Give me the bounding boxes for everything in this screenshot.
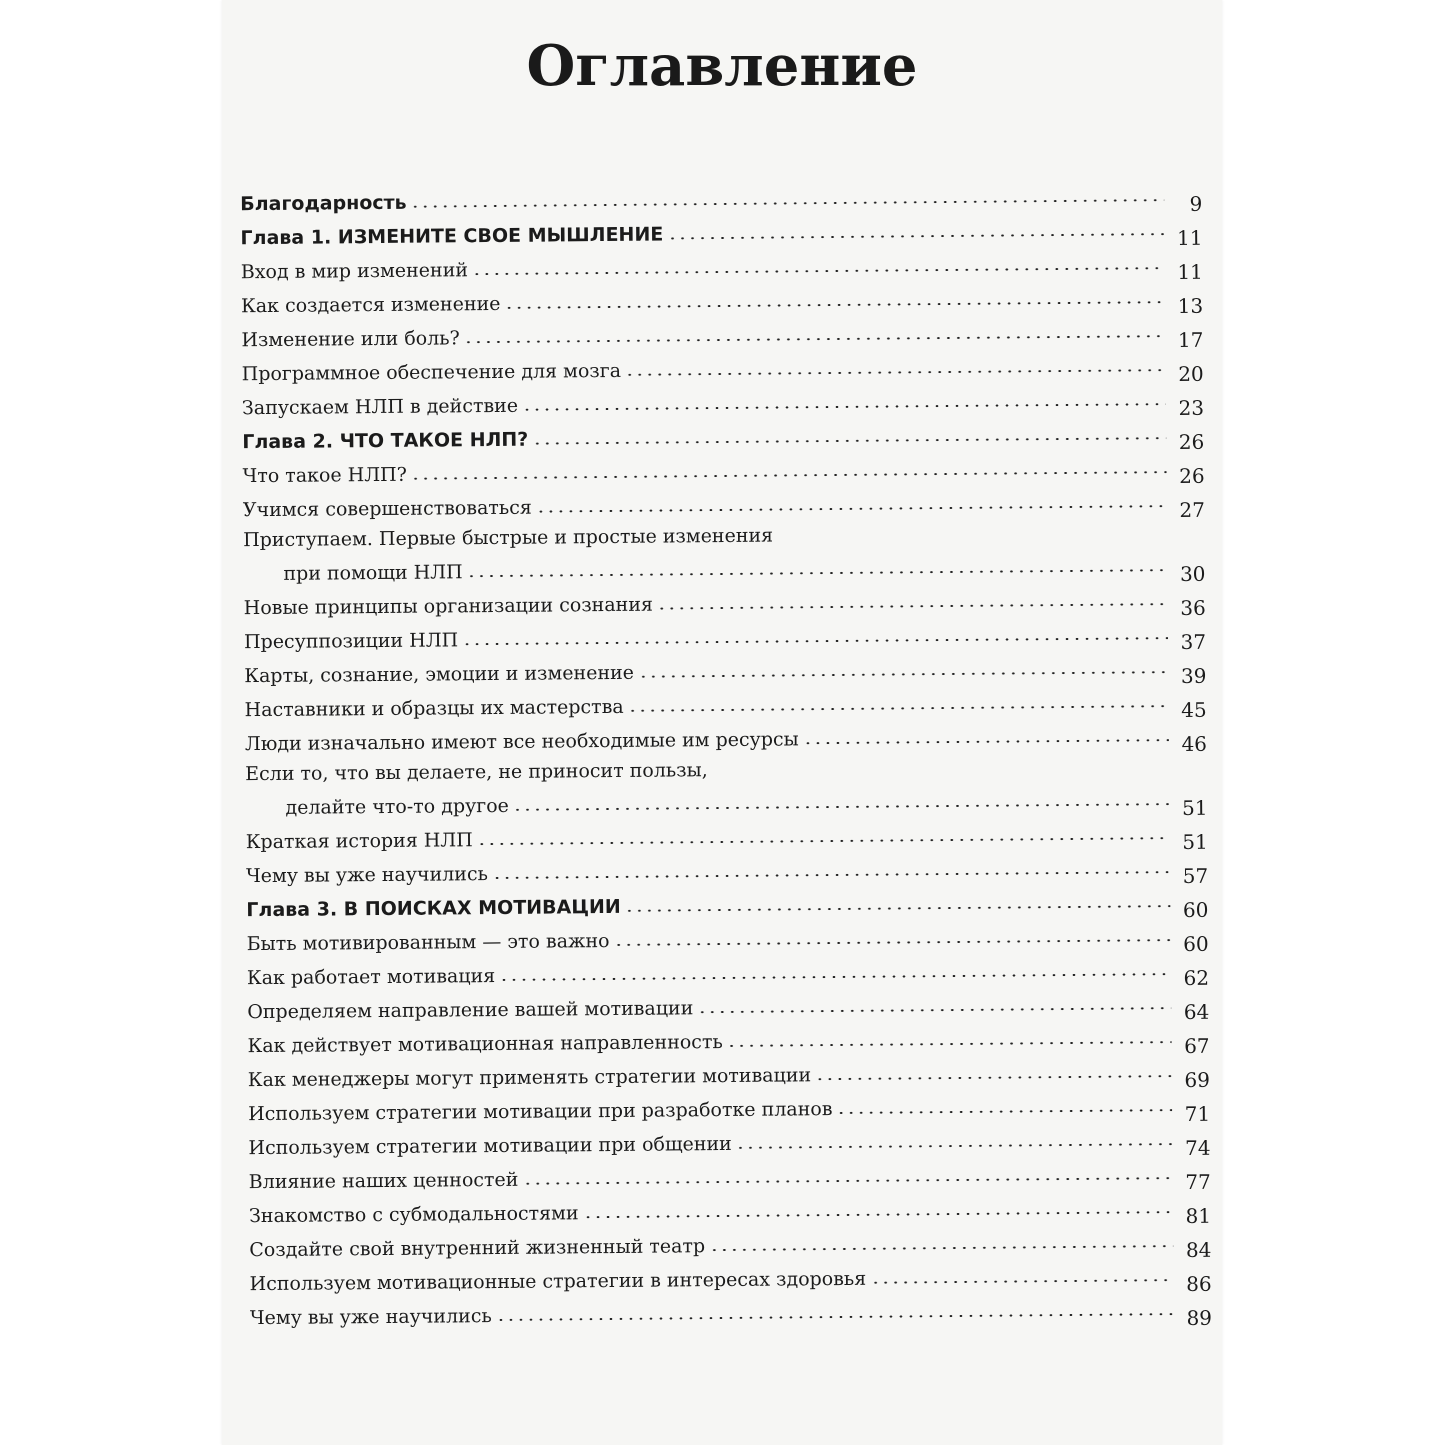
toc-entry-label: Благодарность	[240, 191, 407, 216]
toc-page-number: 36	[1180, 595, 1206, 621]
toc-leader-dots	[638, 671, 1168, 678]
toc-leader-dots	[614, 939, 1171, 946]
toc-leader-dots	[836, 1109, 1172, 1114]
toc-page-number: 86	[1186, 1271, 1212, 1296]
toc-leader-dots	[657, 603, 1168, 609]
toc-entry-label: Глава 3. В ПОИСКАХ МОТИВАЦИИ	[246, 895, 621, 922]
toc-page-number: 45	[1181, 697, 1207, 723]
toc-leader-dots	[522, 1177, 1172, 1185]
toc-leader-dots	[472, 267, 1165, 275]
toc-leader-dots	[492, 871, 1170, 879]
toc-page-number: 37	[1180, 629, 1207, 655]
toc-leader-dots	[462, 637, 1168, 645]
toc-leader-dots	[870, 1279, 1173, 1284]
toc-entry-label: Как действует мотивационная направленность	[247, 1031, 723, 1058]
toc-page-number: 11	[1177, 259, 1203, 285]
toc-entry-label: Изменение или боль?	[241, 327, 460, 352]
toc-page-number: 13	[1177, 293, 1204, 319]
toc-page-number: 9	[1189, 191, 1203, 216]
toc-entry-label: Наставники и образцы их мастерства	[244, 695, 624, 722]
toc-entry-label: Как работает мотивация	[246, 965, 496, 990]
toc-entry-label: Вход в мир изменений	[240, 259, 469, 284]
toc-entry-label: Что такое НЛП?	[242, 463, 407, 488]
toc-page-number: 62	[1183, 965, 1210, 990]
toc-leader-dots	[496, 1313, 1174, 1321]
toc-leader-dots	[467, 569, 1168, 577]
toc-entry-label: Создайте свой внутренний жизненный театр	[249, 1235, 706, 1262]
toc-entry-label: Определяем направление вашей мотивации	[247, 997, 694, 1024]
toc-page-number: 71	[1184, 1101, 1211, 1126]
toc-leader-dots	[803, 739, 1169, 744]
toc-page-number: 60	[1182, 897, 1209, 922]
toc-entry-label: Чему вы уже научились	[245, 863, 489, 888]
toc-entry-label: Чему вы уже научились	[249, 1305, 492, 1330]
toc-page-number: 89	[1186, 1305, 1213, 1330]
toc-leader-dots	[625, 369, 1166, 376]
toc-entry-label: Учимся совершенствоваться	[242, 496, 532, 522]
toc-page-number: 11	[1176, 225, 1203, 251]
toc-page-number: 64	[1183, 999, 1210, 1024]
table-of-contents	[240, 174, 1212, 1330]
toc-entry-label: Программное обеспечение для мозга	[241, 359, 622, 386]
toc-page-number: 81	[1185, 1203, 1212, 1228]
toc-leader-dots	[628, 705, 1169, 712]
toc-leader-dots	[411, 471, 1167, 480]
toc-leader-dots	[727, 1041, 1172, 1047]
toc-page-number: 69	[1184, 1067, 1210, 1092]
toc-leader-dots	[411, 199, 1165, 208]
toc-leader-dots	[513, 803, 1170, 811]
toc-entry-label: Если то, что вы делаете, не приносит пользы,	[245, 759, 708, 786]
toc-page-number: 30	[1179, 561, 1206, 587]
toc-leader-dots	[477, 837, 1170, 845]
toc-leader-dots	[709, 1245, 1173, 1251]
toc-entry-label: Глава 1. ИЗМЕНИТЕ СВОЕ МЫШЛЕНИЕ	[240, 223, 664, 250]
toc-entry-label: Глава 2. ЧТО ТАКОЕ НЛП?	[242, 428, 529, 454]
toc-leader-dots	[522, 403, 1166, 411]
toc-entry-label: Запускаем НЛП в действие	[241, 394, 519, 420]
toc-page-number: 17	[1177, 327, 1204, 353]
toc-page-number: 57	[1182, 863, 1209, 888]
toc-page-number: 77	[1185, 1169, 1211, 1194]
toc-leader-dots	[464, 335, 1166, 343]
toc-entry-label: Пресуппозиции НЛП	[243, 629, 459, 654]
toc-page-number: 51	[1181, 795, 1208, 821]
toc-leader-dots	[583, 1211, 1173, 1218]
toc-page-number: 26	[1179, 463, 1205, 489]
toc-entry-label: Как менеджеры могут применять стратегии мотивации	[247, 1064, 812, 1092]
toc-leader-dots	[667, 233, 1164, 239]
toc-page-number: 67	[1184, 1033, 1210, 1058]
toc-entry-label: Влияние наших ценностей	[248, 1168, 519, 1194]
toc-page-number: 46	[1181, 731, 1208, 757]
toc-entry-label: Приступаем. Первые быстрые и простые изменения	[243, 524, 774, 552]
toc-leader-dots	[697, 1007, 1171, 1013]
toc-page-number: 74	[1184, 1135, 1211, 1160]
toc-leader-dots	[536, 505, 1167, 513]
toc-page-number: 60	[1183, 931, 1209, 956]
toc-page-number: 20	[1178, 361, 1204, 387]
toc-entry-label: при помощи НЛП	[283, 561, 463, 585]
toc-entry-label: Используем стратегии мотивации при общении	[248, 1132, 732, 1160]
toc-page-number: 26	[1178, 429, 1205, 455]
toc-leader-dots	[504, 301, 1165, 309]
toc-leader-dots	[532, 437, 1166, 445]
toc-page-number: 23	[1178, 395, 1205, 421]
toc-entry-label: Краткая история НЛП	[245, 829, 473, 854]
page-title: Оглавление	[526, 33, 918, 99]
toc-leader-dots	[499, 973, 1171, 981]
toc-entry-label: Знакомство с субмодальностями	[248, 1202, 579, 1228]
toc-leader-dots	[736, 1143, 1173, 1149]
toc-leader-dots	[625, 905, 1171, 912]
toc-page-number: 51	[1182, 829, 1208, 854]
toc-entry-label: Быть мотивированным — это важно	[246, 930, 610, 956]
toc-entry	[250, 1288, 1212, 1330]
toc-entry-label: Используем мотивационные стратегии в интересах здоровья	[249, 1267, 867, 1296]
toc-leader-dots	[815, 1075, 1172, 1080]
toc-page-number: 84	[1185, 1237, 1212, 1262]
toc-entry-label: Новые принципы организации сознания	[243, 593, 654, 620]
toc-entry-label: Как создается изменение	[241, 292, 501, 318]
toc-entry-label: Карты, сознание, эмоции и изменение	[244, 661, 635, 688]
book-page	[222, 0, 1222, 1445]
toc-entry-label: Люди изначально имеют все необходимые им ресурсы	[244, 728, 799, 756]
toc-entry-label: делайте что-то другое	[285, 794, 509, 819]
toc-page-number: 27	[1179, 497, 1206, 523]
toc-entry-label: Используем стратегии мотивации при разработке планов	[248, 1098, 833, 1126]
toc-page-number: 39	[1180, 663, 1207, 689]
